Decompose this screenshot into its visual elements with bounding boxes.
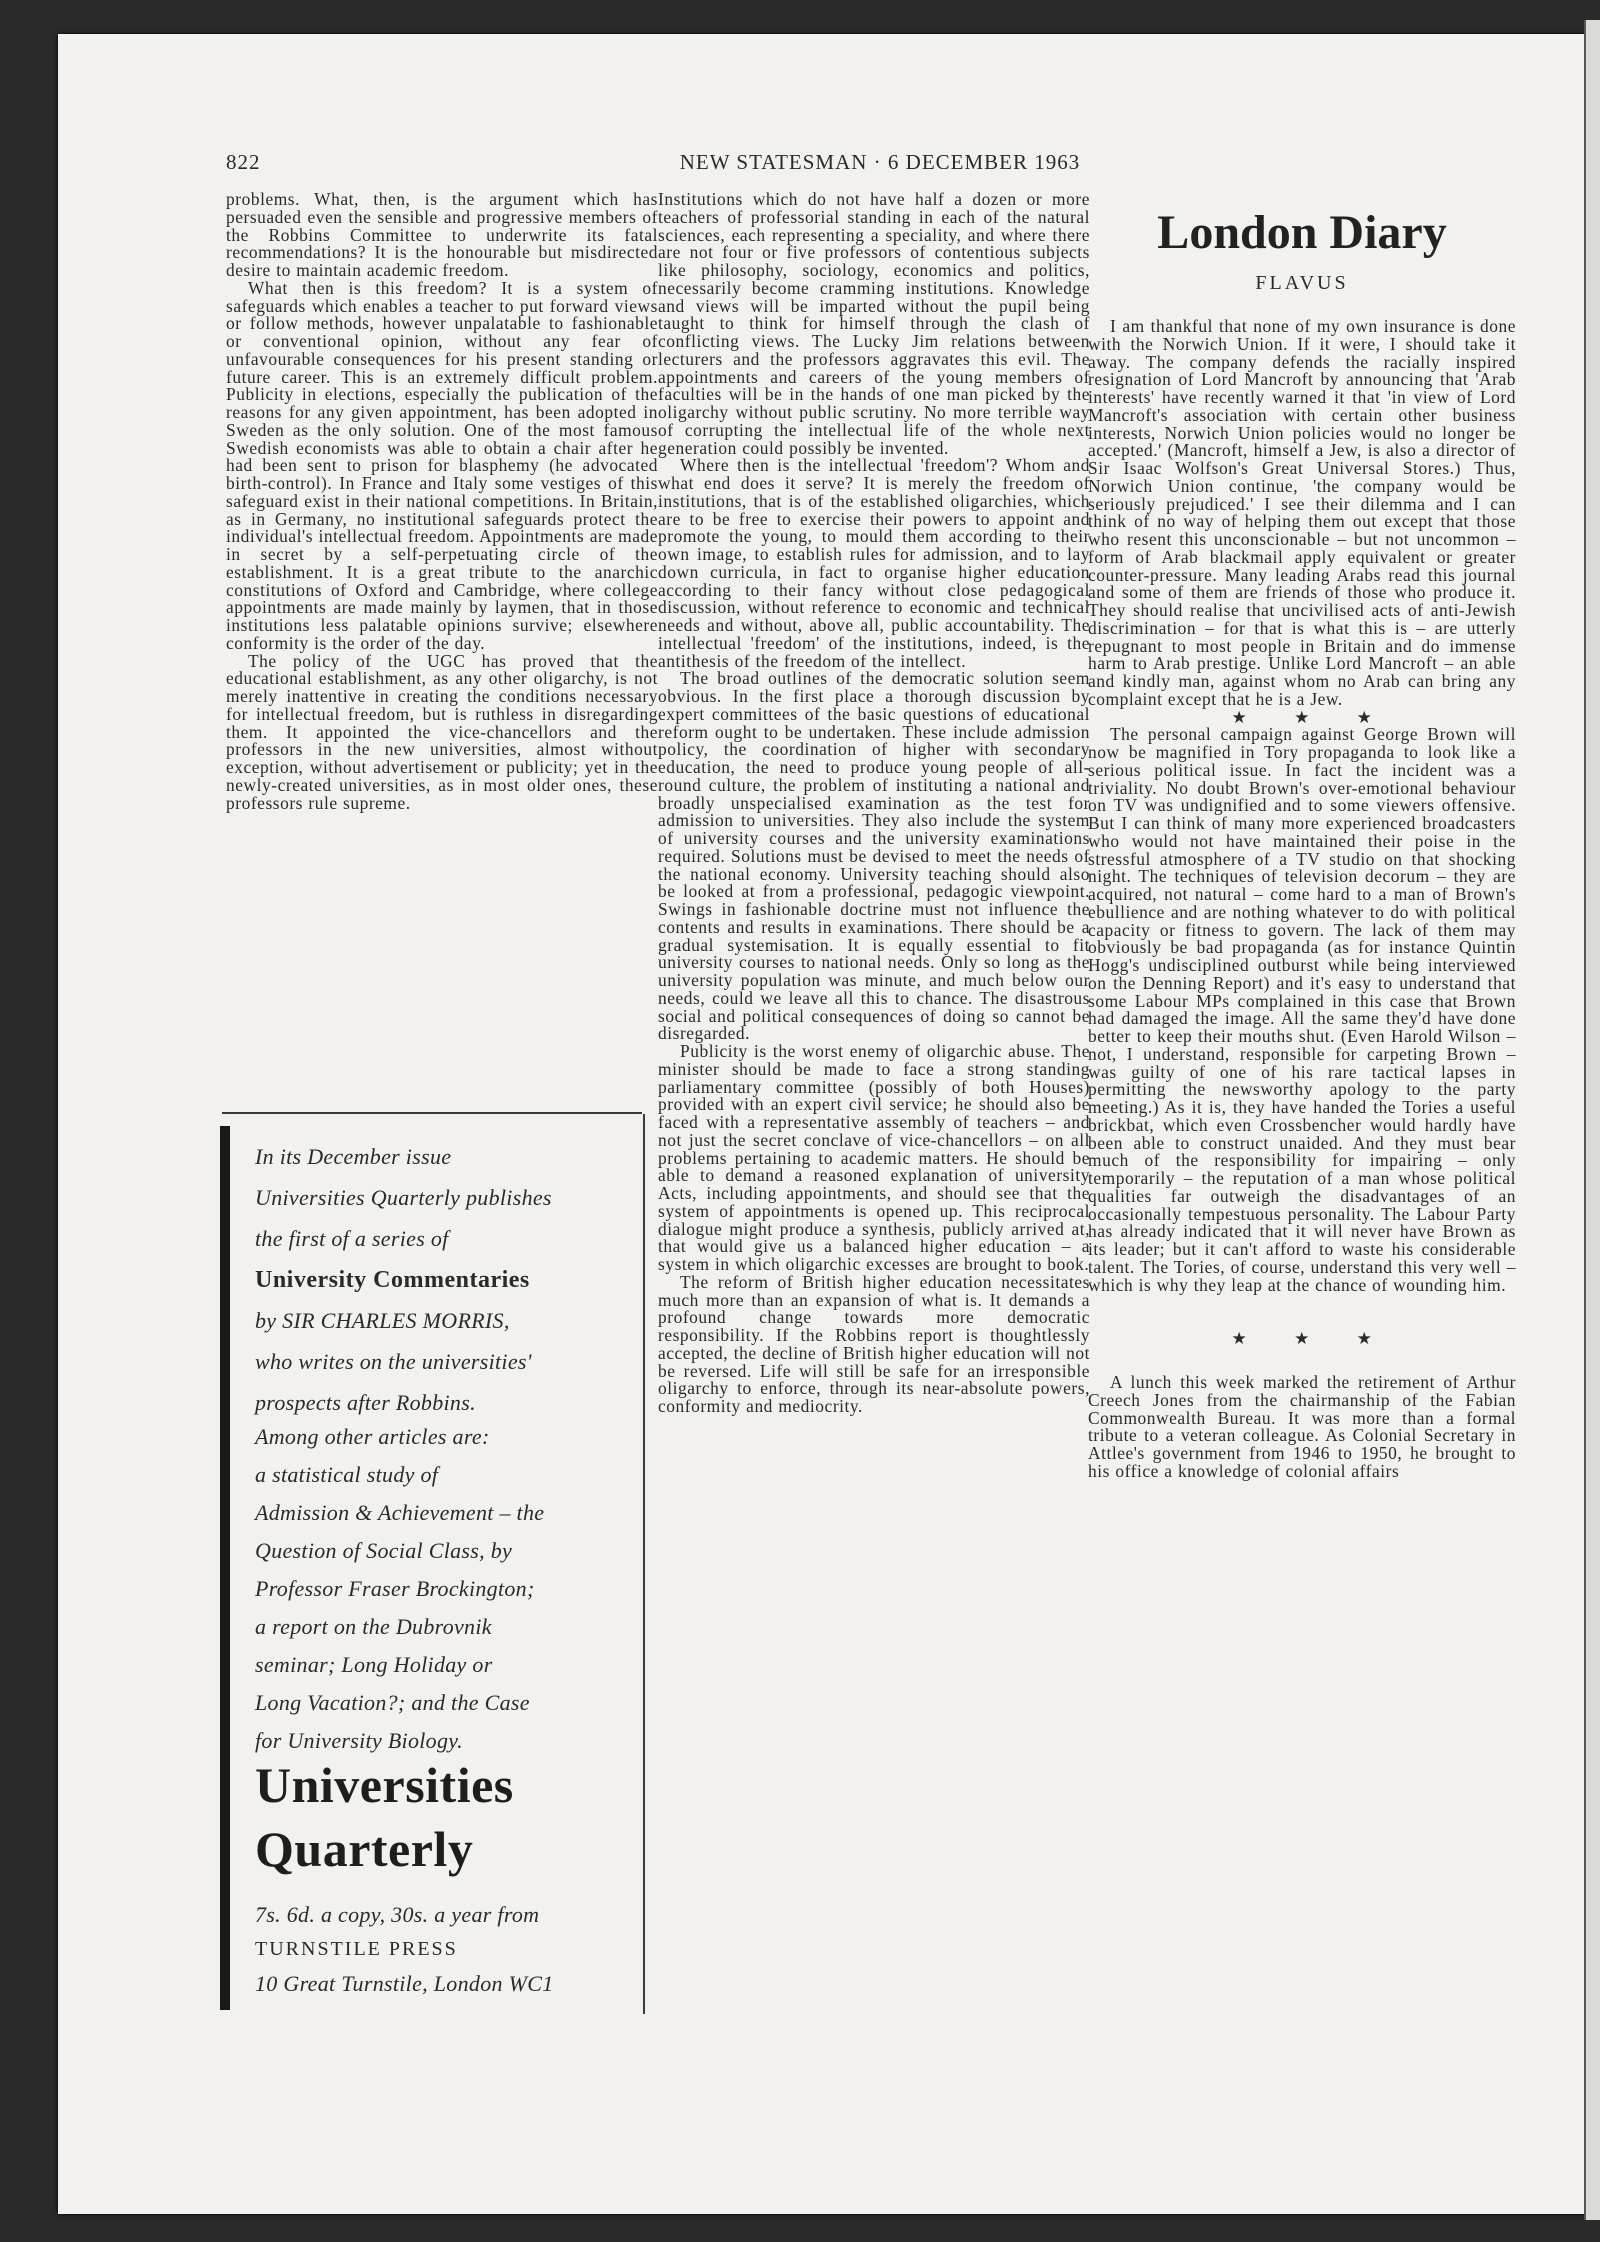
- advert-line: prospects after Robbins.: [255, 1390, 476, 1415]
- advert-line: the first of a series of: [255, 1226, 449, 1251]
- next-page-edge: [1584, 20, 1600, 2220]
- article-paragraph: The broad outlines of the democratic solution seem obvious. In the first place a thorough discussion by expert committees of the basic questions of educational reform ought to be undertaken. These include admission policy, the coordination of higher with secondary education, the need to produce young people of all-round culture, the problem of instituting a national and broadly unspecialised examination as the test for admission to universities. They also include the system of university courses and the university examinations required. Solutions must be devised to meet the needs of the national economy. University teaching should also be looked at from a professional, pedagogic viewpoint. Swings in fashionable doctrine must not influence the contents and results in examinations. There should be a gradual systemisation. It is equally essential to fit university courses to national needs. Only so long as the university population was minute, and much below our needs, could we leave all this to chance. The disastrous social and political consequences of doing so cannot be disregarded.: [658, 668, 1090, 1044]
- article-column-1: [226, 191, 658, 812]
- section-separator-stars: ★ ★ ★: [1231, 1329, 1373, 1349]
- advert-line: a statistical study of: [255, 1462, 439, 1487]
- advert-line: Long Vacation?; and the Case: [255, 1690, 530, 1715]
- divider-rule: [222, 1112, 642, 1114]
- advert-line: Professor Fraser Brockington;: [255, 1576, 535, 1601]
- article-paragraph: What then is this freedom? It is a system of safeguards which enables a teacher to put forward views or follow methods, however unpalatable to fashionable or conventional opinion, without any fear of unfavourable consequences for his present standing or future career. This is an extremely difficult problem. Publicity in elections, especially the publication of the reasons for any given appointment, has been adopted in Sweden as the only solution. One of the most famous Swedish economists was able to obtain a chair after he had been sent to prison for blasphemy (he advocated birth-control). In France and Italy some vestiges of this safeguard exist in their national competitions. In Britain, as in Germany, no institutional safeguards protect the individual's intellectual freedom. Appointments are made in secret by a self-perpetuating circle of the establishment. It is a great tribute to the anarchic constitutions of Oxford and Cambridge, where college appointments are made mainly by laymen, that in those institutions less palatable opinions survive; elsewhere conformity is the order of the day.: [226, 277, 658, 653]
- advert-line: a report on the Dubrovnik: [255, 1614, 492, 1639]
- universities-quarterly-advert: [220, 1126, 640, 2010]
- advert-line: seminar; Long Holiday or: [255, 1652, 493, 1677]
- advert-publisher: TURNSTILE PRESS: [255, 1938, 458, 1960]
- article-paragraph: problems. What, then, is the argument which has persuaded even the sensible and progressive members of the Robbins Committee to underwrite its fatal recommendations? It is the honourable but misdirected desire to maintain academic freedom.: [226, 189, 658, 280]
- article-paragraph: The reform of British higher education necessitates much more than an expansion of what is. It demands a profound change towards more democratic responsibility. If the Robbins report is thoughtlessly accepted, the decline of British higher education will not be reversed. Life will still be safe for an irresponsible oligarchy to enforce, through its near-absolute powers, conformity and mediocrity.: [658, 1271, 1090, 1416]
- advert-line: In its December issue: [255, 1144, 452, 1169]
- diary-paragraph: I am thankful that none of my own insurance is done with the Norwich Union. If it were, I should take it away. The company defends the racially inspired resignation of Lord Mancroft by announcing that 'Arab interests' have recently warned it that 'in view of Lord Mancroft's association with certain other business interests, Norwich Union policies would no longer be accepted.' (Mancroft, himself a Jew, is also a director of Sir Isaac Wolfson's Great Universal Stores.) Thus, Norwich Union continue, 'the company would be seriously prejudiced.' I see their dilemma and I can think of no way of helping them out except that those who resent this unconscionable – but not uncommon – form of Arab blackmail apply equivalent or greater counter-pressure. Many leading Arabs read this journal and some of them are friends of those who produce it. They should realise that uncivilised acts of anti-Jewish discrimination – for that is what this is – are utterly repugnant to most people in Britain and do immense harm to Arab prestige. Unlike Lord Mancroft – an able and kindly man, against whom no Arab can bring any complaint except that he is a Jew.: [1088, 316, 1516, 709]
- article-paragraph: Institutions which do not have half a dozen or more teachers of professorial standing in each of the natural sciences, each representing a speciality, and where there are not four or five professors of contentious subjects like philosophy, sociology, economics and politics, necessarily become cramming institutions. Knowledge and views will be imparted without the pupil being taught to think for himself through the clash of conflicting views. The Lucky Jim relations between lecturers and the professors aggravates this evil. The appointments and careers of the young members of faculties will be in the hands of one man picked by the oligarchy without public scrutiny. No more terrible way of corrupting the intellectual life of the whole next generation could possibly be invented.: [658, 189, 1090, 458]
- advert-border-bar: [220, 1126, 230, 2010]
- article-paragraph: Where then is the intellectual 'freedom'? Whom and what end does it serve? It is merely the freedom of institutions, that is of the established oligarchies, which are to be free to exercise their powers to appoint and promote the young, to mould them according to their own image, to establish rules for admission, and to lay down curricula, in fact to organise higher education according to their fancy without close pedagogical discussion, without reference to economic and technical needs and without, above all, public accountability. The intellectual 'freedom' of the institutions, indeed, is the antithesis of the freedom of the intellect.: [658, 455, 1090, 671]
- advert-price: 7s. 6d. a copy, 30s. a year from: [255, 1902, 540, 1927]
- advert-line: by SIR CHARLES MORRIS,: [255, 1308, 510, 1333]
- running-header: NEW STATESMAN · 6 DECEMBER 1963: [679, 150, 1081, 174]
- london-diary-title: London Diary: [1157, 206, 1447, 259]
- london-diary-author: FLAVUS: [1255, 272, 1349, 294]
- advert-line: Admission & Achievement – the: [255, 1500, 545, 1525]
- london-diary-column: [1088, 318, 1516, 1481]
- advert-line: who writes on the universities': [255, 1349, 532, 1374]
- advert-line: University Commentaries: [255, 1267, 530, 1293]
- diary-paragraph: The personal campaign against George Brown will now be magnified in Tory propaganda to look like a serious political issue. In fact the incident was a triviality. No doubt Brown's over-emotional behaviour on TV was undignified and to some viewers offensive. But I can think of many more experienced broadcasters who would not have maintained their poise in the stressful atmosphere of a TV studio on that shocking night. The techniques of television decorum – they are acquired, not natural – come hard to a man of Brown's ebullience and are nothing whatever to do with political capacity or fitness to govern. The lack of them may obviously be bad propaganda (as for instance Quintin Hogg's undisciplined outburst while being interviewed on the Denning Report) and it's easy to understand that some Labour MPs complained in this case that Brown had damaged the image. All the same they'd have done better to keep their mouths shut. (Even Harold Wilson – not, I understand, responsible for carpeting Brown – was guilty of one of his rare tactical lapses in permitting the newsworthy apology to the party meeting.) As it is, they have handed the Tories a useful brickbat, which even Crossbencher would hardly have been able to construct unaided. And they must bear much of the responsibility for impairing – only temporarily – the reputation of a man whose political qualities far outweigh the disadvantages of an occasionally tempestuous personality. The Labour Party has already indicated that it will never have Brown as its leader; but it can't afford to waste his considerable talent. The Tories, of course, understand this very well – which is why they leap at the chance of wounding him.: [1088, 724, 1516, 1295]
- advert-masthead: Universities: [255, 1757, 514, 1813]
- advert-line: Question of Social Class, by: [255, 1538, 513, 1563]
- article-paragraph: The policy of the UGC has proved that the educational establishment, as any other oligarchy, is not merely inattentive in creating the conditions necessary for intellectual freedom, but is ruthless in disregarding them. It appointed the vice-chancellors and the professors in the new universities, almost without exception, without advertisement or publicity; yet in the newly-created universities, as in most older ones, these professors rule supreme.: [226, 650, 658, 813]
- advert-masthead: Quarterly: [255, 1821, 474, 1877]
- article-column-2: [658, 191, 1090, 1416]
- page-number: 822: [226, 150, 261, 174]
- article-paragraph: Publicity is the worst enemy of oligarchic abuse. The minister should be made to face a strong standing parliamentary committee (possibly of both Houses) provided with an expert civil service; he should also be faced with a representative assembly of teachers – and not just the secret conclave of vice-chancellors – on all problems pertaining to academic matters. He should be able to demand a reasoned explanation of university Acts, including appointments, and should see that the system of appointments is opened up. This reciprocal dialogue might produce a synthesis, publicly arrived at, that would give us a balanced higher education – a system in which oligarchic excesses are brought to book.: [658, 1041, 1090, 1274]
- diary-paragraph: A lunch this week marked the retirement of Arthur Creech Jones from the chairmanship of the Fabian Commonwealth Bureau. It was more than a formal tribute to a veteran colleague. As Colonial Secretary in Attlee's government from 1946 to 1950, he brought to his office a knowledge of colonial affairs: [1088, 1372, 1516, 1481]
- advert-line: Among other articles are:: [255, 1424, 490, 1449]
- advert-line: for University Biology.: [255, 1728, 463, 1753]
- section-separator-stars: ★ ★ ★: [1231, 707, 1373, 727]
- advert-line: Universities Quarterly publishes: [255, 1185, 552, 1210]
- advert-address: 10 Great Turnstile, London WC1: [255, 1971, 554, 1996]
- column-rule: [643, 1114, 645, 2014]
